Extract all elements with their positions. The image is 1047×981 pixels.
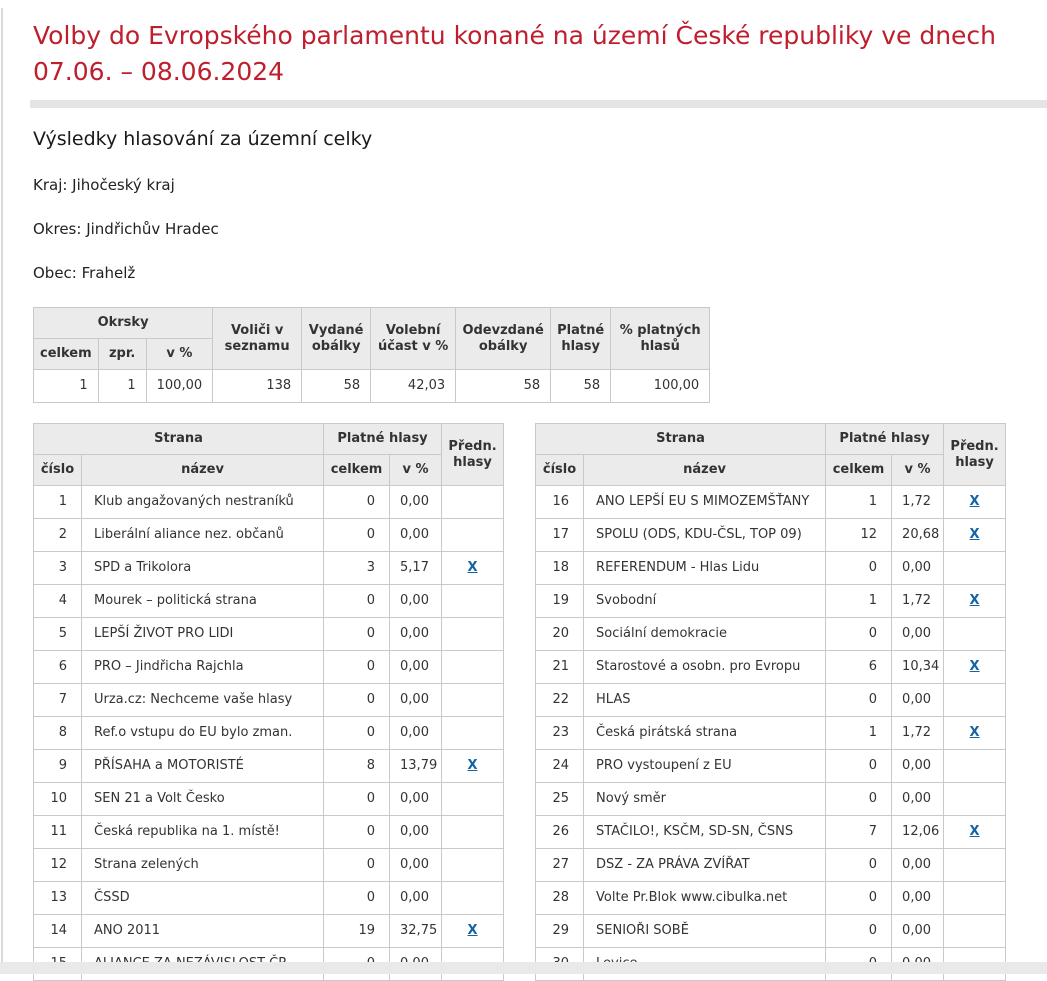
summary-header-odevzdane: Odevzdané obálky bbox=[456, 308, 551, 370]
party-pref-cell bbox=[944, 684, 1006, 717]
party-row bbox=[536, 849, 1006, 882]
party-header-predn-hlasy: Předn. hlasy bbox=[442, 424, 504, 486]
party-name-cell: LEPŠÍ ŽIVOT PRO LIDI bbox=[82, 618, 324, 651]
party-total-cell: 0 bbox=[324, 849, 390, 882]
party-pct-cell: 0,00 bbox=[390, 585, 442, 618]
party-number-cell: 16 bbox=[536, 486, 584, 519]
party-total-cell: 0 bbox=[826, 783, 892, 816]
party-pref-cell bbox=[442, 585, 504, 618]
party-row bbox=[536, 750, 1006, 783]
party-row bbox=[34, 849, 504, 882]
party-number-cell: 4 bbox=[34, 585, 82, 618]
party-number-cell: 27 bbox=[536, 849, 584, 882]
party-pct-cell: 12,06 bbox=[892, 816, 944, 849]
region-line: Kraj: Jihočeský kraj bbox=[33, 176, 175, 194]
party-name-cell: PŘÍSAHA a MOTORISTÉ bbox=[82, 750, 324, 783]
party-pct-cell: 0,00 bbox=[892, 684, 944, 717]
party-number-cell: 22 bbox=[536, 684, 584, 717]
party-header-strana: Strana bbox=[536, 424, 826, 455]
party-row bbox=[34, 519, 504, 552]
party-name-cell: ANO LEPŠÍ EU S MIMOZEMŠŤANY bbox=[584, 486, 826, 519]
party-name-cell: Mourek – politická strana bbox=[82, 585, 324, 618]
party-pct-cell: 0,00 bbox=[390, 882, 442, 915]
party-row bbox=[34, 486, 504, 519]
party-number-cell: 24 bbox=[536, 750, 584, 783]
party-total-cell: 0 bbox=[324, 618, 390, 651]
party-total-cell: 1 bbox=[826, 717, 892, 750]
party-number-cell: 12 bbox=[34, 849, 82, 882]
summary-header-platne: Platné hlasy bbox=[551, 308, 611, 370]
party-number-cell: 2 bbox=[34, 519, 82, 552]
party-pref-cell bbox=[944, 486, 1006, 519]
party-name-cell: Volte Pr.Blok www.cibulka.net bbox=[584, 882, 826, 915]
summary-odevzdane: 58 bbox=[456, 370, 551, 403]
party-number-cell: 14 bbox=[34, 915, 82, 948]
party-header-celkem: celkem bbox=[324, 455, 390, 486]
party-header-celkem: celkem bbox=[826, 455, 892, 486]
party-header-nazev: název bbox=[584, 455, 826, 486]
party-total-cell: 1 bbox=[826, 486, 892, 519]
party-number-cell: 5 bbox=[34, 618, 82, 651]
party-row bbox=[536, 651, 1006, 684]
party-name-cell: SPOLU (ODS, KDU-ČSL, TOP 09) bbox=[584, 519, 826, 552]
party-pct-cell: 0,00 bbox=[892, 882, 944, 915]
party-number-cell: 29 bbox=[536, 915, 584, 948]
party-name-cell: Starostové a osobn. pro Evropu bbox=[584, 651, 826, 684]
party-row bbox=[34, 552, 504, 585]
party-pct-cell: 32,75 bbox=[390, 915, 442, 948]
party-total-cell: 0 bbox=[324, 783, 390, 816]
preferential-votes-link[interactable]: X bbox=[969, 725, 980, 740]
summary-okrsky-zpr: 1 bbox=[98, 370, 146, 403]
party-row bbox=[536, 915, 1006, 948]
party-pct-cell: 0,00 bbox=[390, 717, 442, 750]
summary-header-ucast: Volební účast v % bbox=[371, 308, 456, 370]
party-pref-cell bbox=[944, 816, 1006, 849]
party-number-cell: 3 bbox=[34, 552, 82, 585]
party-header-platne-hlasy: Platné hlasy bbox=[826, 424, 944, 455]
preferential-votes-link[interactable]: X bbox=[467, 923, 478, 938]
party-header-row-1 bbox=[34, 424, 504, 455]
summary-header-row-1 bbox=[34, 308, 710, 339]
party-row bbox=[536, 816, 1006, 849]
party-total-cell: 0 bbox=[826, 684, 892, 717]
party-pref-cell bbox=[442, 618, 504, 651]
party-pref-cell bbox=[944, 783, 1006, 816]
party-total-cell: 0 bbox=[826, 849, 892, 882]
party-number-cell: 8 bbox=[34, 717, 82, 750]
party-total-cell: 1 bbox=[826, 585, 892, 618]
party-pref-cell bbox=[442, 849, 504, 882]
party-number-cell: 10 bbox=[34, 783, 82, 816]
district-line: Okres: Jindřichův Hradec bbox=[33, 220, 219, 238]
party-number-cell: 1 bbox=[34, 486, 82, 519]
page-title-line-1: Volby do Evropského parlamentu konané na území České republiky ve dnech bbox=[33, 21, 997, 50]
party-pct-cell: 0,00 bbox=[390, 816, 442, 849]
party-row bbox=[536, 618, 1006, 651]
party-pref-cell bbox=[442, 816, 504, 849]
party-number-cell: 9 bbox=[34, 750, 82, 783]
party-total-cell: 0 bbox=[826, 552, 892, 585]
party-pref-cell bbox=[442, 750, 504, 783]
party-name-cell: HLAS bbox=[584, 684, 826, 717]
party-total-cell: 0 bbox=[324, 684, 390, 717]
preferential-votes-link[interactable]: X bbox=[969, 527, 980, 542]
party-number-cell: 11 bbox=[34, 816, 82, 849]
party-pref-cell bbox=[442, 915, 504, 948]
divider bbox=[30, 100, 1047, 108]
party-pct-cell: 0,00 bbox=[892, 618, 944, 651]
party-total-cell: 0 bbox=[324, 816, 390, 849]
party-pref-cell bbox=[442, 783, 504, 816]
party-header-v-pct: v % bbox=[390, 455, 442, 486]
party-total-cell: 0 bbox=[826, 750, 892, 783]
party-pct-cell: 0,00 bbox=[892, 915, 944, 948]
party-total-cell: 0 bbox=[324, 651, 390, 684]
party-total-cell: 8 bbox=[324, 750, 390, 783]
party-pct-cell: 1,72 bbox=[892, 486, 944, 519]
page-title-line-2: 07.06. – 08.06.2024 bbox=[33, 57, 285, 86]
party-row bbox=[34, 684, 504, 717]
party-name-cell: ČSSD bbox=[82, 882, 324, 915]
summary-header-celkem: celkem bbox=[34, 339, 99, 370]
party-number-cell: 19 bbox=[536, 585, 584, 618]
preferential-votes-link[interactable]: X bbox=[969, 824, 980, 839]
party-header-cislo: číslo bbox=[536, 455, 584, 486]
party-pref-cell bbox=[944, 750, 1006, 783]
party-number-cell: 20 bbox=[536, 618, 584, 651]
party-name-cell: DSZ - ZA PRÁVA ZVÍŘAT bbox=[584, 849, 826, 882]
party-pref-cell bbox=[944, 519, 1006, 552]
party-pref-cell bbox=[442, 486, 504, 519]
party-row bbox=[536, 882, 1006, 915]
party-total-cell: 0 bbox=[826, 882, 892, 915]
summary-table bbox=[33, 307, 710, 403]
party-header-predn-hlasy: Předn. hlasy bbox=[944, 424, 1006, 486]
summary-pct-platnych: 100,00 bbox=[611, 370, 710, 403]
party-row bbox=[536, 486, 1006, 519]
party-total-cell: 0 bbox=[826, 915, 892, 948]
party-header-v-pct: v % bbox=[892, 455, 944, 486]
party-pct-cell: 13,79 bbox=[390, 750, 442, 783]
party-pct-cell: 0,00 bbox=[892, 783, 944, 816]
summary-header-v-pct: v % bbox=[146, 339, 213, 370]
party-pref-cell bbox=[442, 717, 504, 750]
party-row bbox=[34, 783, 504, 816]
party-name-cell: SPD a Trikolora bbox=[82, 552, 324, 585]
party-tables bbox=[33, 423, 1047, 981]
party-name-cell: Liberální aliance nez. občanů bbox=[82, 519, 324, 552]
preferential-votes-link[interactable]: X bbox=[467, 560, 478, 575]
party-name-cell: Česká republika na 1. místě! bbox=[82, 816, 324, 849]
party-pref-cell bbox=[944, 915, 1006, 948]
party-table-right bbox=[535, 423, 1006, 981]
party-row bbox=[536, 519, 1006, 552]
party-name-cell: ANO 2011 bbox=[82, 915, 324, 948]
party-pref-cell bbox=[944, 882, 1006, 915]
party-pct-cell: 0,00 bbox=[390, 618, 442, 651]
summary-data-row bbox=[34, 370, 710, 403]
party-row bbox=[536, 783, 1006, 816]
party-pct-cell: 0,00 bbox=[892, 552, 944, 585]
party-total-cell: 0 bbox=[324, 585, 390, 618]
party-row bbox=[34, 651, 504, 684]
party-table-left bbox=[33, 423, 504, 981]
party-total-cell: 0 bbox=[324, 519, 390, 552]
party-pref-cell bbox=[944, 552, 1006, 585]
party-number-cell: 23 bbox=[536, 717, 584, 750]
party-total-cell: 6 bbox=[826, 651, 892, 684]
party-number-cell: 26 bbox=[536, 816, 584, 849]
summary-header-pct-platnych: % platných hlasů bbox=[611, 308, 710, 370]
party-pct-cell: 5,17 bbox=[390, 552, 442, 585]
party-row bbox=[536, 552, 1006, 585]
party-pref-cell bbox=[944, 651, 1006, 684]
party-row bbox=[34, 585, 504, 618]
party-pref-cell bbox=[944, 717, 1006, 750]
party-name-cell: STAČILO!, KSČM, SD-SN, ČSNS bbox=[584, 816, 826, 849]
party-total-cell: 0 bbox=[324, 882, 390, 915]
summary-volici: 138 bbox=[213, 370, 302, 403]
party-total-cell: 12 bbox=[826, 519, 892, 552]
party-header-nazev: název bbox=[82, 455, 324, 486]
party-row bbox=[536, 717, 1006, 750]
party-pref-cell bbox=[944, 585, 1006, 618]
party-pref-cell bbox=[442, 519, 504, 552]
party-number-cell: 25 bbox=[536, 783, 584, 816]
party-total-cell: 7 bbox=[826, 816, 892, 849]
party-pref-cell bbox=[442, 684, 504, 717]
party-total-cell: 3 bbox=[324, 552, 390, 585]
party-pref-cell bbox=[944, 618, 1006, 651]
party-name-cell: REFERENDUM - Hlas Lidu bbox=[584, 552, 826, 585]
party-name-cell: Svobodní bbox=[584, 585, 826, 618]
summary-platne: 58 bbox=[551, 370, 611, 403]
preferential-votes-link[interactable]: X bbox=[969, 593, 980, 608]
party-pct-cell: 0,00 bbox=[390, 519, 442, 552]
party-total-cell: 0 bbox=[324, 486, 390, 519]
summary-header-okrsky: Okrsky bbox=[34, 308, 213, 339]
preferential-votes-link[interactable]: X bbox=[467, 758, 478, 773]
party-row bbox=[34, 816, 504, 849]
page-bottom-strip bbox=[0, 962, 1047, 974]
party-header-platne-hlasy: Platné hlasy bbox=[324, 424, 442, 455]
party-header-row-2 bbox=[34, 455, 504, 486]
party-name-cell: Česká pirátská strana bbox=[584, 717, 826, 750]
party-pct-cell: 0,00 bbox=[892, 849, 944, 882]
party-row bbox=[34, 750, 504, 783]
party-number-cell: 21 bbox=[536, 651, 584, 684]
party-name-cell: PRO – Jindřicha Rajchla bbox=[82, 651, 324, 684]
party-pct-cell: 0,00 bbox=[390, 783, 442, 816]
summary-header-zpr: zpr. bbox=[98, 339, 146, 370]
section-title: Výsledky hlasování za územní celky bbox=[33, 128, 373, 150]
party-number-cell: 18 bbox=[536, 552, 584, 585]
party-pct-cell: 0,00 bbox=[390, 849, 442, 882]
party-pct-cell: 0,00 bbox=[390, 684, 442, 717]
party-name-cell: Strana zelených bbox=[82, 849, 324, 882]
party-pct-cell: 0,00 bbox=[892, 750, 944, 783]
party-total-cell: 0 bbox=[826, 618, 892, 651]
party-name-cell: SENIOŘI SOBĚ bbox=[584, 915, 826, 948]
preferential-votes-link[interactable]: X bbox=[969, 659, 980, 674]
party-pct-cell: 10,34 bbox=[892, 651, 944, 684]
party-pref-cell bbox=[442, 552, 504, 585]
page-title bbox=[33, 18, 1033, 90]
party-number-cell: 6 bbox=[34, 651, 82, 684]
party-row bbox=[34, 717, 504, 750]
party-pref-cell bbox=[944, 849, 1006, 882]
party-row bbox=[34, 882, 504, 915]
preferential-votes-link[interactable]: X bbox=[969, 494, 980, 509]
party-row bbox=[536, 585, 1006, 618]
party-row bbox=[34, 915, 504, 948]
party-total-cell: 19 bbox=[324, 915, 390, 948]
party-pct-cell: 1,72 bbox=[892, 717, 944, 750]
party-total-cell: 0 bbox=[324, 717, 390, 750]
party-row bbox=[34, 618, 504, 651]
summary-ucast: 42,03 bbox=[371, 370, 456, 403]
party-name-cell: Klub angažovaných nestraníků bbox=[82, 486, 324, 519]
party-header-row-1 bbox=[536, 424, 1006, 455]
party-number-cell: 7 bbox=[34, 684, 82, 717]
party-header-cislo: číslo bbox=[34, 455, 82, 486]
party-header-row-2 bbox=[536, 455, 1006, 486]
party-number-cell: 17 bbox=[536, 519, 584, 552]
summary-header-volici: Voliči v seznamu bbox=[213, 308, 302, 370]
party-pct-cell: 1,72 bbox=[892, 585, 944, 618]
party-pct-cell: 0,00 bbox=[390, 651, 442, 684]
summary-header-vydane: Vydané obálky bbox=[302, 308, 371, 370]
party-pref-cell bbox=[442, 882, 504, 915]
summary-okrsky-celkem: 1 bbox=[34, 370, 99, 403]
party-name-cell: Ref.o vstupu do EU bylo zman. bbox=[82, 717, 324, 750]
party-pref-cell bbox=[442, 651, 504, 684]
party-name-cell: Urza.cz: Nechceme vaše hlasy bbox=[82, 684, 324, 717]
party-pct-cell: 0,00 bbox=[390, 486, 442, 519]
party-name-cell: PRO vystoupení z EU bbox=[584, 750, 826, 783]
page-left-border bbox=[1, 8, 3, 974]
summary-okrsky-v-pct: 100,00 bbox=[146, 370, 213, 403]
party-number-cell: 28 bbox=[536, 882, 584, 915]
party-pct-cell: 20,68 bbox=[892, 519, 944, 552]
party-name-cell: Nový směr bbox=[584, 783, 826, 816]
party-name-cell: SEN 21 a Volt Česko bbox=[82, 783, 324, 816]
municipality-line: Obec: Frahelž bbox=[33, 264, 136, 282]
party-name-cell: Sociální demokracie bbox=[584, 618, 826, 651]
party-number-cell: 13 bbox=[34, 882, 82, 915]
summary-vydane: 58 bbox=[302, 370, 371, 403]
party-header-strana: Strana bbox=[34, 424, 324, 455]
party-row bbox=[536, 684, 1006, 717]
